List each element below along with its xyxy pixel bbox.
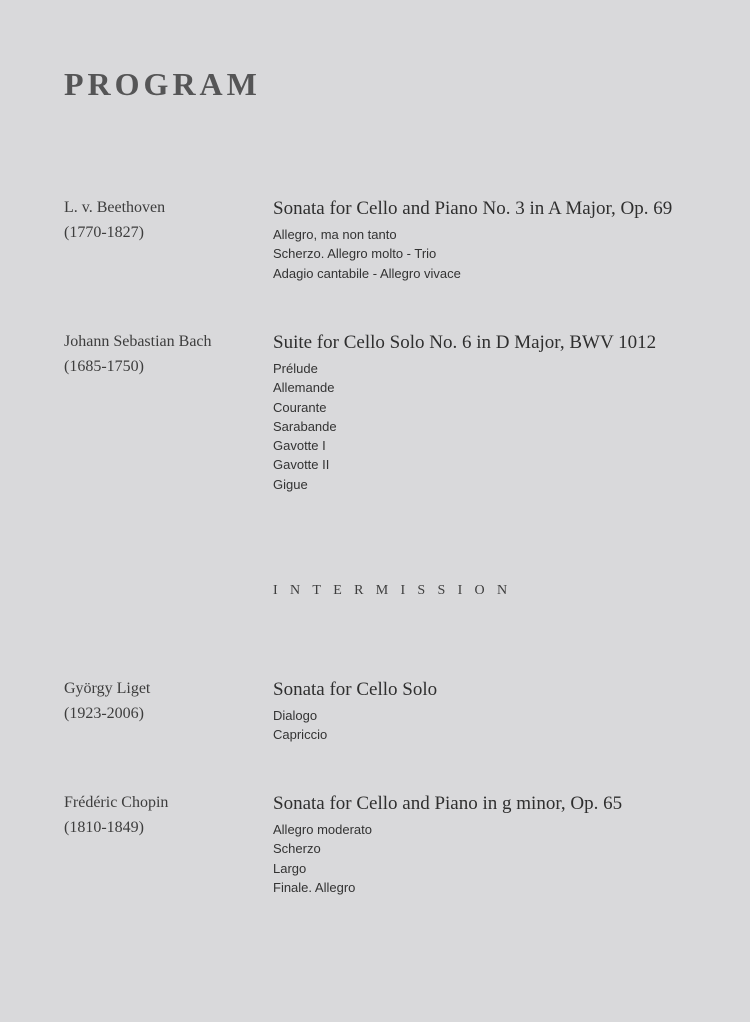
work-info [273, 679, 733, 745]
movement-item: Scherzo [273, 841, 321, 857]
movement-list [273, 820, 733, 897]
work-title: Sonata for Cello and Piano No. 3 in A Major, Op. 69 [273, 198, 673, 219]
composer-info [64, 198, 264, 243]
composer-name: Johann Sebastian Bach [64, 333, 212, 350]
movement-item: Gavotte II [273, 457, 330, 473]
composer-info [64, 332, 264, 377]
movement-item: Finale. Allegro [273, 879, 356, 895]
movement-item: Gavotte I [273, 438, 326, 454]
page-title: PROGRAM [64, 66, 261, 102]
movement-item: Scherzo. Allegro molto - Trio [273, 246, 437, 262]
movement-item: Allemande [273, 380, 335, 396]
work-info [273, 332, 733, 494]
work-title: Sonata for Cello Solo [273, 679, 438, 700]
movement-item: Capriccio [273, 727, 328, 743]
movement-list [273, 359, 733, 494]
movement-item: Prélude [273, 361, 318, 376]
composer-dates: (1810-1849) [64, 819, 144, 836]
intermission-label: INTERMISSION [273, 583, 520, 598]
work-title: Sonata for Cello and Piano in g minor, Op. 65 [273, 793, 623, 814]
work-title: Suite for Cello Solo No. 6 in D Major, BWV 1012 [273, 332, 657, 353]
movement-item: Largo [273, 860, 307, 876]
composer-dates: (1685-1750) [64, 358, 144, 375]
work-info [273, 198, 733, 283]
movement-item: Adagio cantabile - Allegro vivace [273, 265, 461, 281]
movement-item: Sarabande [273, 418, 337, 434]
movement-list [273, 706, 733, 745]
composer-dates: (1923-2006) [64, 705, 144, 722]
movement-item: Courante [273, 399, 327, 415]
composer-dates: (1770-1827) [64, 224, 144, 241]
composer-info [64, 679, 264, 724]
movement-item: Gigue [273, 476, 308, 492]
movement-item: Dialogo [273, 708, 318, 723]
composer-name: L. v. Beethoven [64, 199, 166, 216]
composer-name: György Liget [64, 680, 151, 697]
composer-info [64, 793, 264, 838]
composer-name: Frédéric Chopin [64, 794, 169, 811]
movement-list [273, 225, 733, 283]
movement-item: Allegro, ma non tanto [273, 227, 397, 242]
work-info [273, 793, 733, 897]
movement-item: Allegro moderato [273, 822, 372, 837]
